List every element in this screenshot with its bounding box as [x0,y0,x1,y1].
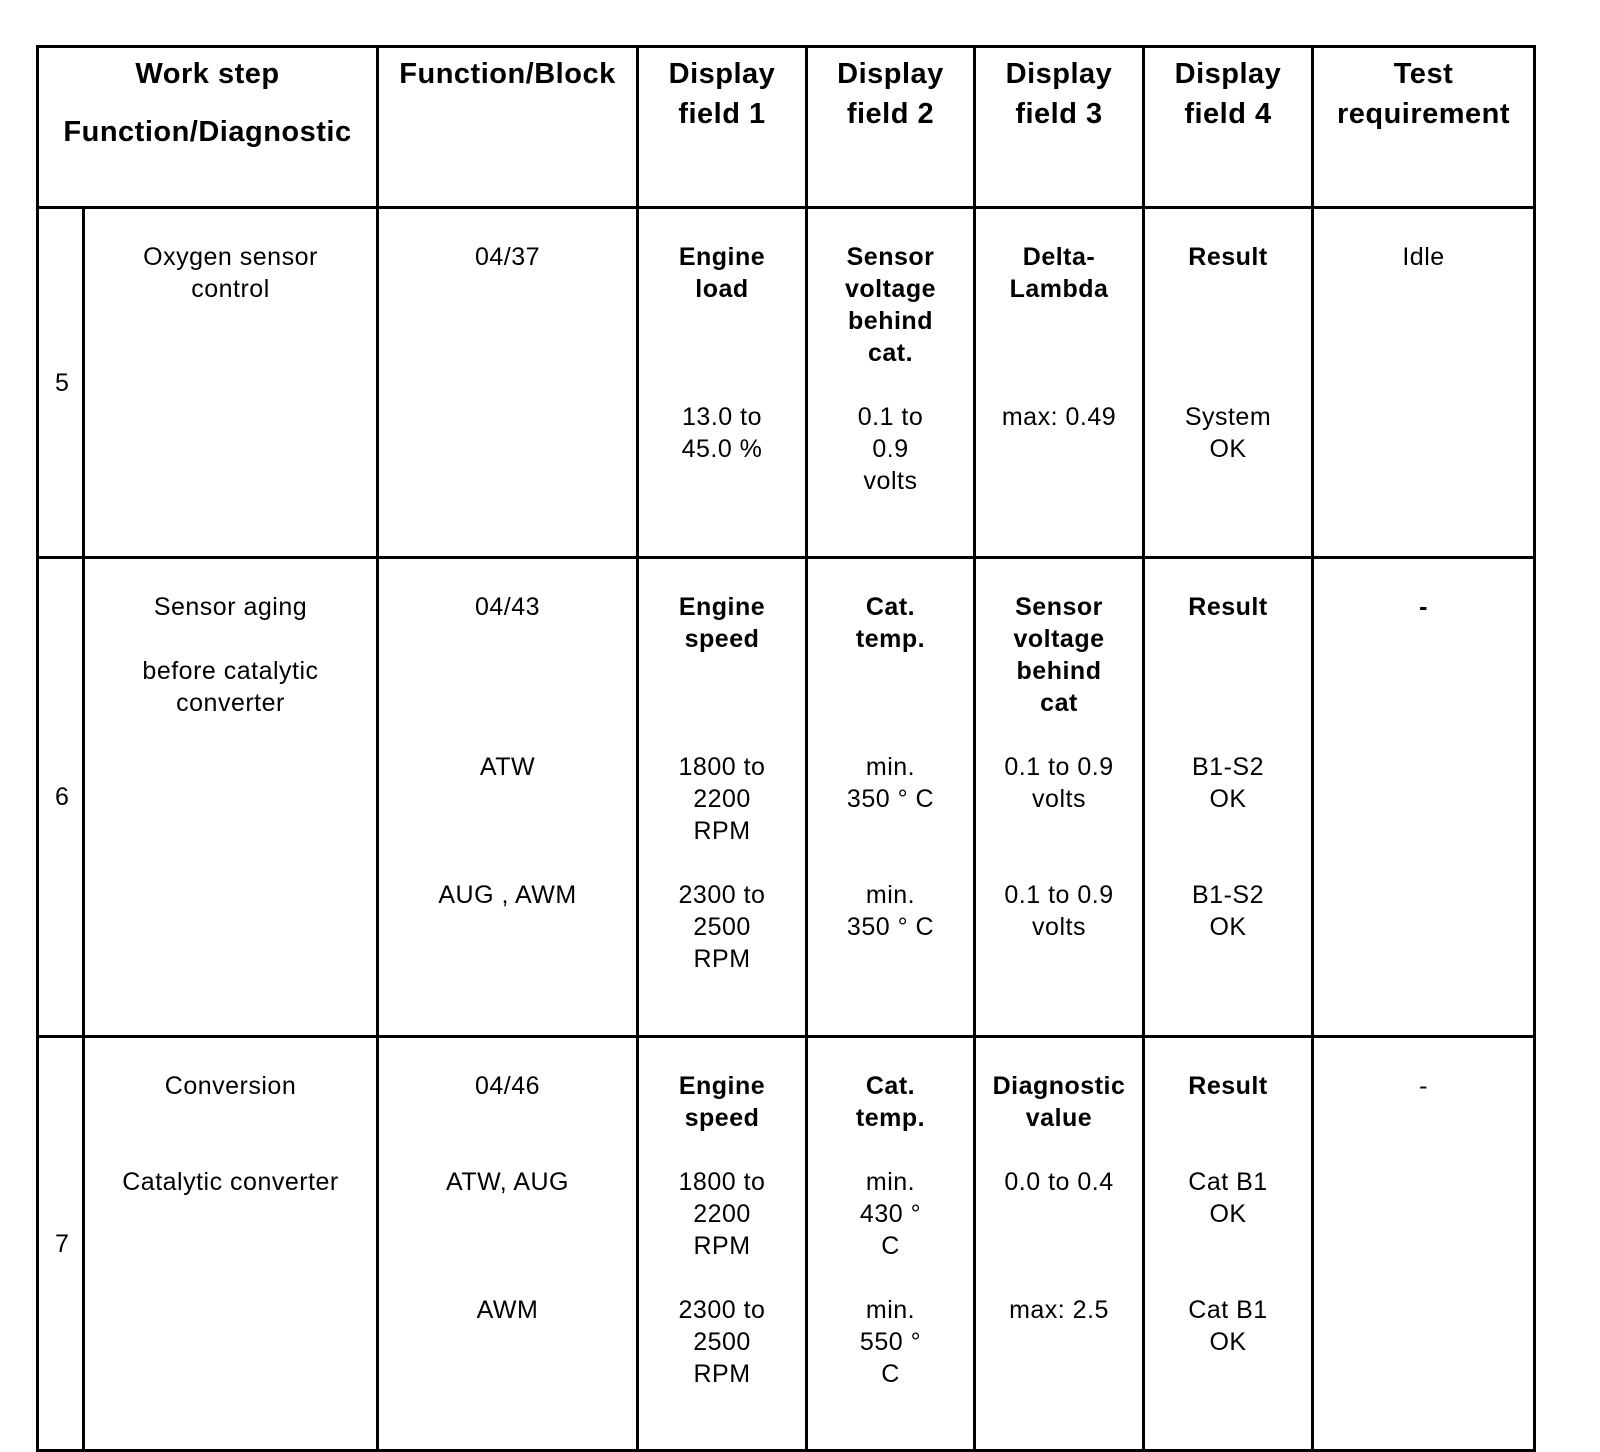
header-display-field-2 [807,47,975,208]
header-display-field-1-label: Display field 1 [668,58,776,130]
test-requirement-cell [1313,1037,1535,1451]
test-requirement-value: - [1419,593,1428,621]
field-label: Diagnostic value [992,1072,1126,1132]
header-display-field-2-label: Display field 2 [837,58,944,130]
field-value: Cat B1 OK [1188,1296,1268,1356]
header-function-block [378,47,638,208]
field-value: min. 350 ° C [846,753,935,813]
header-row [38,47,1535,208]
header-function-block-label: Function/Block [399,58,616,90]
field-value: max: 2.5 [1009,1296,1109,1324]
block-value: 04/43 [474,593,541,621]
block-value: AUG , AWM [438,881,577,909]
header-display-field-3-label: Display field 3 [1005,58,1113,130]
step-number: 6 [38,558,84,1037]
field-value: 1800 to 2200 RPM [678,1168,766,1260]
block-cell [378,208,638,558]
field-label: Engine speed [678,1072,766,1132]
function-text: Conversion Catalytic converter [122,1072,339,1196]
field-label: Sensor voltage behind cat. [844,243,937,367]
field-value: 0.1 to 0.9 volts [1004,753,1114,813]
block-value: 04/46 [474,1072,541,1100]
test-requirement-cell [1313,208,1535,558]
step-number: 7 [38,1037,84,1451]
block-value: ATW [479,753,536,781]
field-value: min. 430 ° C [859,1168,922,1260]
field-value: 13.0 to 45.0 % [681,403,763,463]
field-label: Result [1188,1072,1268,1100]
header-work-step [38,47,378,208]
field-label: Engine load [678,243,766,303]
header-display-field-1 [638,47,807,208]
header-display-field-4-label: Display field 4 [1174,58,1282,130]
header-test-requirement-label: Test requirement [1336,58,1511,130]
field-value: 0.1 to 0.9 volts [1004,881,1114,941]
field-value: 0.1 to 0.9 volts [857,403,924,495]
field-label: Engine speed [678,593,766,653]
field-value: 0.0 to 0.4 [1004,1168,1114,1196]
field2-cell [807,558,975,1037]
step-number: 5 [38,208,84,558]
field3-cell [975,558,1144,1037]
test-requirement-value: Idle [1402,243,1445,271]
table-row [38,1037,1535,1451]
field3-cell [975,1037,1144,1451]
field4-cell [1144,1037,1313,1451]
field1-cell [638,208,807,558]
function-cell [84,558,378,1037]
field2-cell [807,208,975,558]
test-requirement-cell [1313,558,1535,1037]
block-cell [378,558,638,1037]
table-row [38,558,1535,1037]
header-display-field-3 [975,47,1144,208]
field-value: 2300 to 2500 RPM [678,1296,766,1388]
field1-cell [638,1037,807,1451]
field3-cell [975,208,1144,558]
field-value: Cat B1 OK [1188,1168,1268,1228]
field-value: min. 550 ° C [859,1296,922,1388]
diagnostic-table [36,45,1536,1452]
test-requirement-value: - [1419,1072,1428,1100]
field-value: 1800 to 2200 RPM [678,753,766,845]
header-function-diagnostic-label: Function/Diagnostic [63,116,352,148]
field4-cell [1144,558,1313,1037]
field2-cell [807,1037,975,1451]
field-value: 2300 to 2500 RPM [678,881,766,973]
field-value: B1-S2 OK [1192,881,1264,941]
field1-cell [638,558,807,1037]
field-label: Result [1188,593,1268,621]
field-label: Cat. temp. [855,593,926,653]
field-label: Result [1188,243,1268,271]
block-cell [378,1037,638,1451]
field-value: System OK [1184,403,1272,463]
field-value: min. 350 ° C [846,881,935,941]
field-label: Sensor voltage behind cat [1013,593,1105,717]
header-work-step-label: Work step [135,58,280,90]
block-value: AWM [476,1296,539,1324]
field4-cell [1144,208,1313,558]
field-label: Delta- Lambda [1009,243,1109,303]
field-value: B1-S2 OK [1192,753,1264,813]
function-text: Sensor aging before catalytic converter [142,593,319,717]
block-value: 04/37 [474,243,541,271]
block-value: ATW, AUG [446,1168,569,1196]
field-label: Cat. temp. [855,1072,926,1132]
function-cell [84,208,378,558]
table-row [38,208,1535,558]
header-test-requirement [1313,47,1535,208]
function-cell [84,1037,378,1451]
field-value: max: 0.49 [1001,403,1117,431]
function-text: Oxygen sensor control [143,243,318,303]
header-display-field-4 [1144,47,1313,208]
